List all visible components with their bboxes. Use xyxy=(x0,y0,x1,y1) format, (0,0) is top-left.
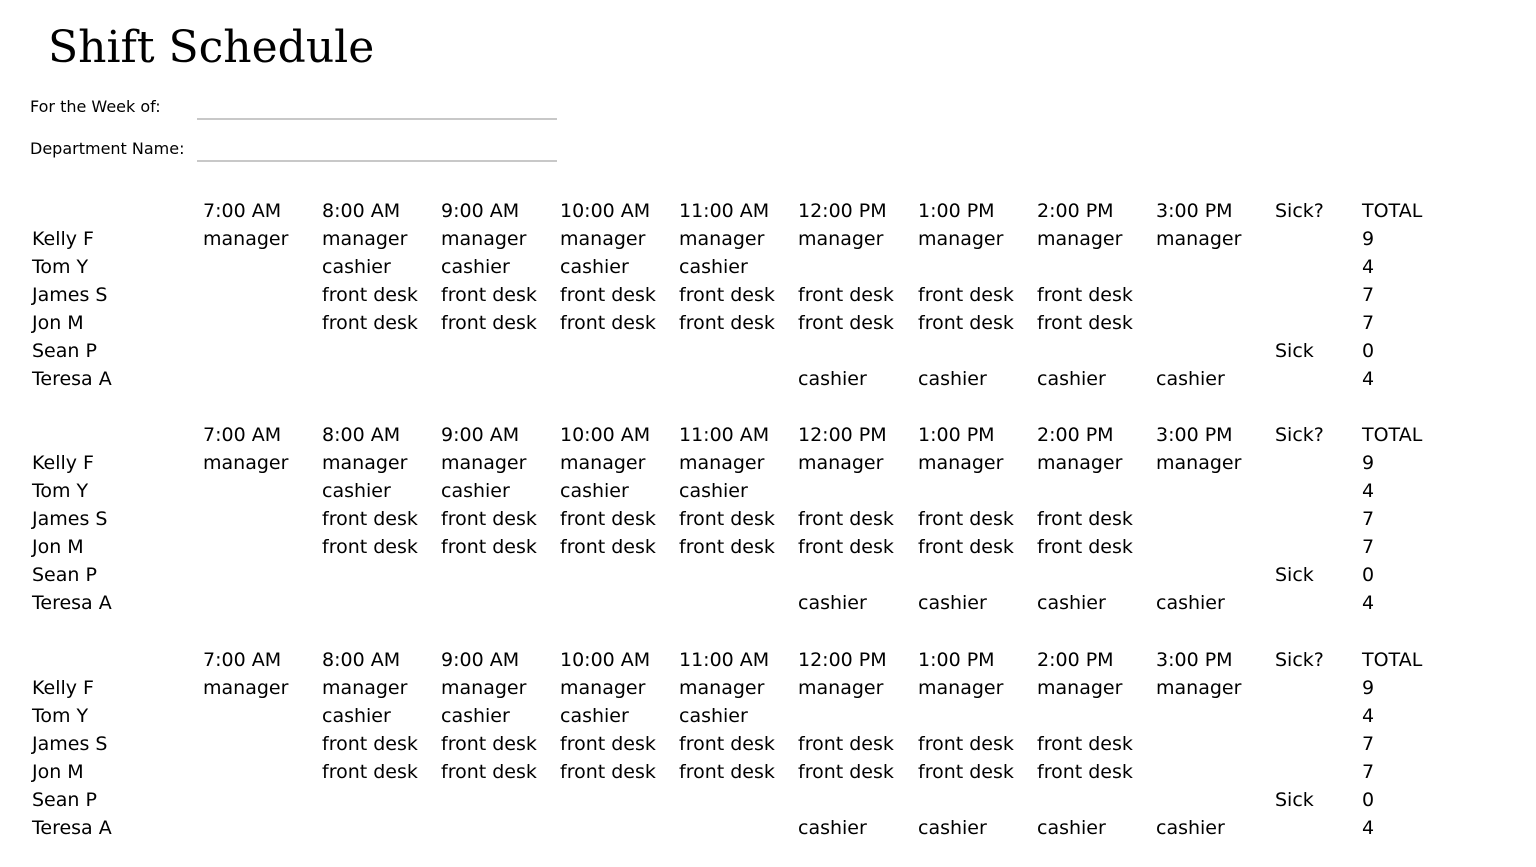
shift-cell: manager xyxy=(203,228,289,250)
total-cell: 9 xyxy=(1362,228,1375,250)
shift-cell: front desk xyxy=(560,312,656,334)
shift-cell xyxy=(917,477,1036,505)
shift-cell xyxy=(917,702,1036,730)
shift-cell: cashier xyxy=(1037,368,1106,390)
shift-cell xyxy=(1036,561,1155,589)
sick-cell xyxy=(1274,225,1361,253)
shift-cell xyxy=(678,786,797,814)
shift-cell xyxy=(797,337,917,365)
employee-name: Teresa A xyxy=(32,368,112,390)
shift-cell: cashier xyxy=(918,368,987,390)
employee-name: Kelly F xyxy=(32,452,94,474)
shift-cell xyxy=(1155,758,1274,786)
total-cell: 4 xyxy=(1362,705,1375,727)
shift-cell: front desk xyxy=(679,508,775,530)
employee-name: James S xyxy=(32,284,108,306)
shift-cell: manager xyxy=(918,228,1004,250)
shift-cell: front desk xyxy=(1037,508,1133,530)
shift-cell: cashier xyxy=(679,705,748,727)
shift-cell: cashier xyxy=(322,705,391,727)
shift-cell: manager xyxy=(918,452,1004,474)
shift-cell xyxy=(559,589,678,617)
shift-cell xyxy=(321,814,440,842)
column-header: 9:00 AM xyxy=(441,200,520,222)
employee-name: Teresa A xyxy=(32,817,112,839)
shift-cell: cashier xyxy=(441,705,510,727)
sick-cell xyxy=(1274,309,1361,337)
shift-cell: front desk xyxy=(560,761,656,783)
shift-cell: front desk xyxy=(798,312,894,334)
shift-cell: front desk xyxy=(441,761,537,783)
shift-cell: cashier xyxy=(1156,368,1225,390)
schedule-grid xyxy=(0,421,1536,617)
shift-cell: manager xyxy=(798,228,884,250)
column-header: 2:00 PM xyxy=(1037,424,1114,446)
schedule-block xyxy=(0,421,1536,617)
shift-cell xyxy=(202,505,321,533)
department-name-input[interactable] xyxy=(197,138,557,162)
shift-cell xyxy=(321,786,440,814)
shift-cell: front desk xyxy=(798,284,894,306)
shift-cell xyxy=(202,814,321,842)
shift-cell: manager xyxy=(1037,452,1123,474)
shift-cell xyxy=(1036,702,1155,730)
shift-cell: cashier xyxy=(560,480,629,502)
shift-cell xyxy=(559,561,678,589)
shift-cell xyxy=(202,786,321,814)
shift-cell xyxy=(559,365,678,393)
sick-cell xyxy=(1274,505,1361,533)
shift-cell xyxy=(559,337,678,365)
shift-cell xyxy=(202,561,321,589)
shift-cell: front desk xyxy=(441,508,537,530)
shift-cell: manager xyxy=(1037,228,1123,250)
shift-cell: front desk xyxy=(798,761,894,783)
header-corner-cell xyxy=(0,197,202,225)
shift-cell xyxy=(678,814,797,842)
shift-cell: manager xyxy=(798,677,884,699)
total-cell: 7 xyxy=(1362,508,1375,530)
shift-cell xyxy=(917,561,1036,589)
total-cell: 9 xyxy=(1362,677,1375,699)
sick-cell: Sick xyxy=(1275,340,1314,362)
sick-cell xyxy=(1274,589,1361,617)
column-header: 10:00 AM xyxy=(560,200,651,222)
shift-cell xyxy=(440,786,559,814)
shift-cell xyxy=(440,337,559,365)
column-header: 8:00 AM xyxy=(322,424,401,446)
total-cell: 4 xyxy=(1362,480,1375,502)
employee-name: Kelly F xyxy=(32,677,94,699)
employee-name: Tom Y xyxy=(32,256,89,278)
page-title: Shift Schedule xyxy=(48,22,375,73)
shift-cell xyxy=(678,561,797,589)
shift-cell: front desk xyxy=(798,536,894,558)
shift-cell: manager xyxy=(1156,677,1242,699)
shift-cell xyxy=(202,477,321,505)
shift-cell xyxy=(678,337,797,365)
shift-cell: cashier xyxy=(322,256,391,278)
header-corner-cell xyxy=(0,646,202,674)
shift-cell: cashier xyxy=(441,256,510,278)
shift-cell xyxy=(1155,281,1274,309)
shift-cell: front desk xyxy=(441,312,537,334)
column-header: TOTAL xyxy=(1362,424,1423,446)
total-cell: 7 xyxy=(1362,312,1375,334)
shift-cell: front desk xyxy=(679,284,775,306)
shift-cell: manager xyxy=(679,677,765,699)
shift-cell: manager xyxy=(322,677,408,699)
shift-cell xyxy=(797,561,917,589)
shift-cell xyxy=(321,561,440,589)
column-header: 10:00 AM xyxy=(560,649,651,671)
shift-cell xyxy=(1155,505,1274,533)
column-header: 10:00 AM xyxy=(560,424,651,446)
shift-cell xyxy=(1155,702,1274,730)
shift-cell: manager xyxy=(798,452,884,474)
shift-cell: front desk xyxy=(1037,761,1133,783)
total-cell: 7 xyxy=(1362,761,1375,783)
shift-cell: manager xyxy=(1156,452,1242,474)
shift-cell: cashier xyxy=(1037,592,1106,614)
shift-cell xyxy=(1155,337,1274,365)
column-header: 9:00 AM xyxy=(441,649,520,671)
shift-cell: manager xyxy=(322,452,408,474)
employee-name: Tom Y xyxy=(32,705,89,727)
shift-cell: manager xyxy=(679,452,765,474)
shift-cell: front desk xyxy=(918,761,1014,783)
shift-cell: cashier xyxy=(679,480,748,502)
column-header: 1:00 PM xyxy=(918,424,995,446)
shift-cell xyxy=(202,365,321,393)
shift-cell xyxy=(202,589,321,617)
shift-cell: front desk xyxy=(918,284,1014,306)
shift-cell: cashier xyxy=(1037,817,1106,839)
shift-cell: front desk xyxy=(1037,733,1133,755)
employee-name: James S xyxy=(32,733,108,755)
shift-cell xyxy=(1155,561,1274,589)
shift-cell: cashier xyxy=(560,705,629,727)
column-header: 3:00 PM xyxy=(1156,424,1233,446)
shift-cell: front desk xyxy=(322,761,418,783)
shift-cell xyxy=(440,561,559,589)
sick-cell xyxy=(1274,449,1361,477)
total-cell: 7 xyxy=(1362,733,1375,755)
employee-name: James S xyxy=(32,508,108,530)
shift-cell xyxy=(797,702,917,730)
shift-cell xyxy=(1036,786,1155,814)
shift-cell: front desk xyxy=(1037,536,1133,558)
shift-cell: front desk xyxy=(322,536,418,558)
column-header: 12:00 PM xyxy=(798,424,887,446)
shift-cell xyxy=(1036,337,1155,365)
column-header: 3:00 PM xyxy=(1156,649,1233,671)
column-header: 12:00 PM xyxy=(798,649,887,671)
schedule-grid xyxy=(0,646,1536,842)
shift-cell xyxy=(321,365,440,393)
shift-cell: cashier xyxy=(441,480,510,502)
total-cell: 4 xyxy=(1362,368,1375,390)
shift-cell: front desk xyxy=(679,312,775,334)
shift-cell: front desk xyxy=(560,508,656,530)
shift-cell xyxy=(917,253,1036,281)
shift-cell xyxy=(1155,533,1274,561)
employee-name: Sean P xyxy=(32,789,97,811)
shift-cell xyxy=(678,365,797,393)
shift-cell: cashier xyxy=(798,592,867,614)
column-header: 2:00 PM xyxy=(1037,649,1114,671)
shift-cell: manager xyxy=(1037,677,1123,699)
header-corner-cell xyxy=(0,421,202,449)
shift-cell: cashier xyxy=(560,256,629,278)
shift-cell xyxy=(1155,309,1274,337)
total-cell: 4 xyxy=(1362,256,1375,278)
shift-cell: manager xyxy=(441,677,527,699)
employee-name: Kelly F xyxy=(32,228,94,250)
shift-cell xyxy=(917,786,1036,814)
shift-cell xyxy=(440,589,559,617)
employee-name: Jon M xyxy=(32,536,84,558)
department-field-label: Department Name: xyxy=(30,139,185,158)
sick-cell xyxy=(1274,674,1361,702)
shift-cell: manager xyxy=(441,452,527,474)
shift-cell xyxy=(917,337,1036,365)
column-header: Sick? xyxy=(1275,649,1324,671)
total-cell: 9 xyxy=(1362,452,1375,474)
column-header: 7:00 AM xyxy=(203,649,282,671)
schedule-block xyxy=(0,197,1536,393)
column-header: 11:00 AM xyxy=(679,200,770,222)
shift-cell: cashier xyxy=(798,817,867,839)
column-header: 9:00 AM xyxy=(441,424,520,446)
shift-cell: front desk xyxy=(918,312,1014,334)
shift-cell xyxy=(440,365,559,393)
sick-cell: Sick xyxy=(1275,564,1314,586)
sick-cell xyxy=(1274,730,1361,758)
shift-cell: front desk xyxy=(1037,284,1133,306)
sick-cell xyxy=(1274,758,1361,786)
shift-cell: front desk xyxy=(679,733,775,755)
column-header: 3:00 PM xyxy=(1156,200,1233,222)
shift-cell xyxy=(321,337,440,365)
sick-cell xyxy=(1274,365,1361,393)
shift-cell xyxy=(1155,477,1274,505)
column-header: 1:00 PM xyxy=(918,649,995,671)
total-cell: 4 xyxy=(1362,817,1375,839)
shift-cell: front desk xyxy=(679,536,775,558)
shift-cell: front desk xyxy=(679,761,775,783)
column-header: 7:00 AM xyxy=(203,424,282,446)
shift-cell xyxy=(559,786,678,814)
week-field-label: For the Week of: xyxy=(30,97,161,116)
sick-cell xyxy=(1274,253,1361,281)
shift-cell: manager xyxy=(441,228,527,250)
shift-cell: cashier xyxy=(1156,592,1225,614)
shift-cell: cashier xyxy=(322,480,391,502)
shift-cell xyxy=(202,253,321,281)
shift-cell: front desk xyxy=(560,284,656,306)
shift-cell xyxy=(440,814,559,842)
shift-cell: manager xyxy=(1156,228,1242,250)
shift-cell: manager xyxy=(560,677,646,699)
column-header: 8:00 AM xyxy=(322,649,401,671)
sick-cell xyxy=(1274,281,1361,309)
shift-cell: manager xyxy=(679,228,765,250)
shift-cell: front desk xyxy=(918,536,1014,558)
sick-cell xyxy=(1274,702,1361,730)
total-cell: 7 xyxy=(1362,284,1375,306)
shift-cell xyxy=(202,758,321,786)
sick-cell xyxy=(1274,533,1361,561)
shift-cell: cashier xyxy=(798,368,867,390)
shift-cell: front desk xyxy=(322,508,418,530)
shift-cell: front desk xyxy=(798,508,894,530)
shift-cell: cashier xyxy=(679,256,748,278)
column-header: Sick? xyxy=(1275,424,1324,446)
sick-cell xyxy=(1274,814,1361,842)
shift-cell: front desk xyxy=(322,733,418,755)
shift-cell xyxy=(202,337,321,365)
column-header: 8:00 AM xyxy=(322,200,401,222)
employee-name: Sean P xyxy=(32,564,97,586)
column-header: 2:00 PM xyxy=(1037,200,1114,222)
column-header: Sick? xyxy=(1275,200,1324,222)
shift-cell: front desk xyxy=(322,312,418,334)
employee-name: Sean P xyxy=(32,340,97,362)
sick-cell xyxy=(1274,477,1361,505)
shift-cell: front desk xyxy=(441,284,537,306)
column-header: TOTAL xyxy=(1362,649,1423,671)
shift-cell xyxy=(202,702,321,730)
shift-cell: manager xyxy=(322,228,408,250)
shift-cell: front desk xyxy=(441,733,537,755)
shift-cell xyxy=(202,730,321,758)
employee-name: Teresa A xyxy=(32,592,112,614)
shift-cell xyxy=(559,814,678,842)
shift-cell: front desk xyxy=(798,733,894,755)
shift-cell: cashier xyxy=(918,817,987,839)
shift-cell: front desk xyxy=(560,536,656,558)
shift-cell: manager xyxy=(203,677,289,699)
shift-cell: cashier xyxy=(1156,817,1225,839)
total-cell: 7 xyxy=(1362,536,1375,558)
shift-cell: cashier xyxy=(918,592,987,614)
shift-cell xyxy=(797,786,917,814)
column-header: 1:00 PM xyxy=(918,200,995,222)
column-header: 7:00 AM xyxy=(203,200,282,222)
shift-cell xyxy=(202,533,321,561)
employee-name: Tom Y xyxy=(32,480,89,502)
shift-cell xyxy=(1036,477,1155,505)
column-header: 12:00 PM xyxy=(798,200,887,222)
shift-cell: front desk xyxy=(1037,312,1133,334)
employee-name: Jon M xyxy=(32,761,84,783)
column-header: TOTAL xyxy=(1362,200,1423,222)
shift-cell: front desk xyxy=(441,536,537,558)
shift-cell xyxy=(1155,253,1274,281)
shift-cell: front desk xyxy=(560,733,656,755)
schedule-block xyxy=(0,646,1536,842)
shift-cell xyxy=(1155,730,1274,758)
total-cell: 0 xyxy=(1362,340,1375,362)
sick-cell: Sick xyxy=(1275,789,1314,811)
schedule-grid xyxy=(0,197,1536,393)
shift-cell: manager xyxy=(918,677,1004,699)
shift-cell xyxy=(202,281,321,309)
shift-cell: front desk xyxy=(918,508,1014,530)
shift-cell xyxy=(797,477,917,505)
week-of-input[interactable] xyxy=(197,96,557,120)
shift-cell xyxy=(321,589,440,617)
shift-cell: manager xyxy=(560,228,646,250)
total-cell: 0 xyxy=(1362,789,1375,811)
column-header: 11:00 AM xyxy=(679,649,770,671)
employee-name: Jon M xyxy=(32,312,84,334)
shift-cell xyxy=(202,309,321,337)
shift-cell: front desk xyxy=(918,733,1014,755)
total-cell: 4 xyxy=(1362,592,1375,614)
shift-cell xyxy=(1036,253,1155,281)
shift-cell xyxy=(797,253,917,281)
total-cell: 0 xyxy=(1362,564,1375,586)
shift-cell: manager xyxy=(560,452,646,474)
shift-cell xyxy=(1155,786,1274,814)
shift-cell xyxy=(678,589,797,617)
column-header: 11:00 AM xyxy=(679,424,770,446)
shift-cell: manager xyxy=(203,452,289,474)
shift-cell: front desk xyxy=(322,284,418,306)
